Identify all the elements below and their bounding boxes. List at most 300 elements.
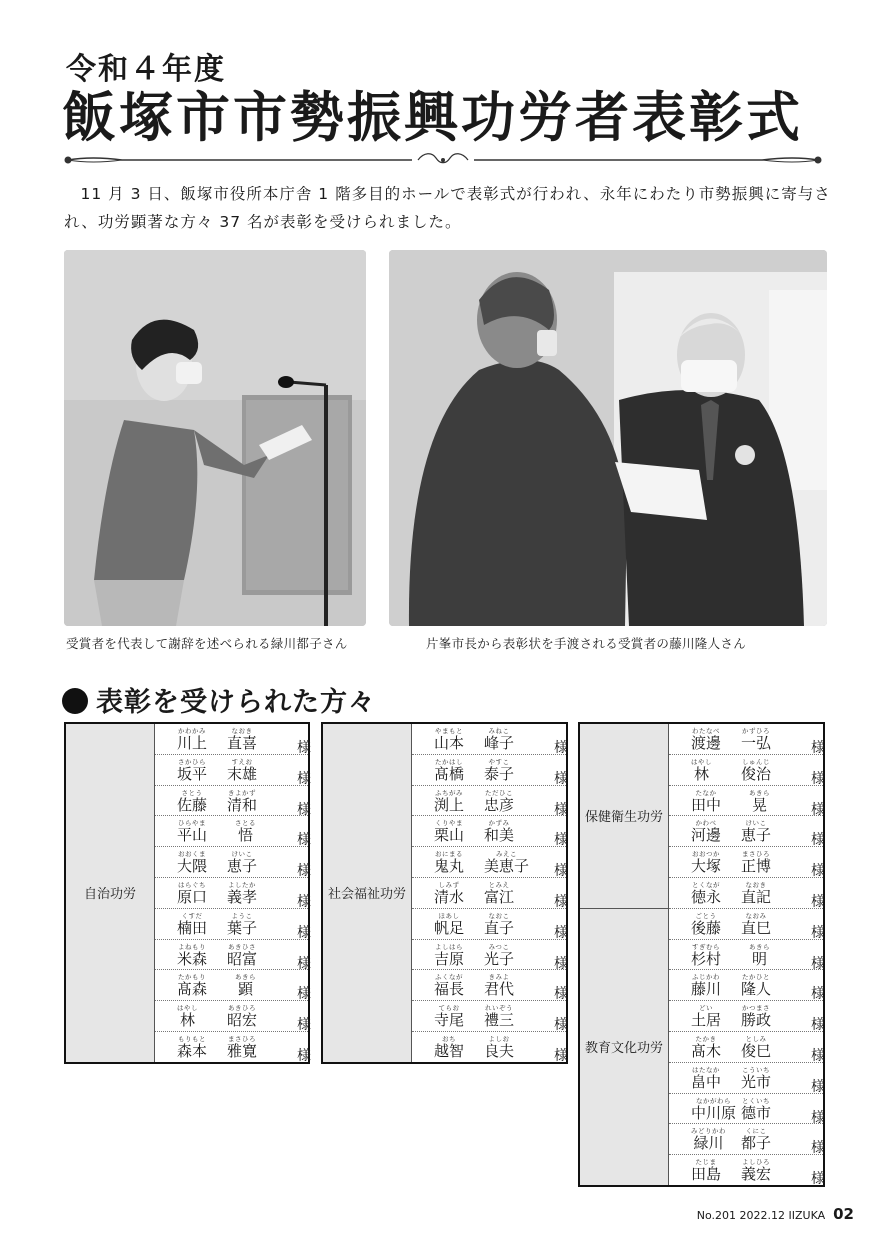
honorific: 様 [811, 1109, 825, 1126]
honorific: 様 [297, 770, 311, 787]
honorific: 様 [811, 924, 825, 941]
recipient-name [691, 1096, 825, 1126]
recipient-cell [669, 877, 825, 908]
honorific: 様 [554, 893, 568, 910]
family-name [177, 819, 207, 844]
recipient-cell [669, 816, 825, 847]
family-name [691, 727, 721, 752]
given-name-reading: けいこ [745, 819, 767, 828]
given-name-kanji: 直巳 [741, 918, 772, 937]
given-name-reading: としみ [745, 1034, 767, 1043]
recipient-name [691, 1127, 825, 1157]
given-name-kanji: 明 [751, 949, 767, 968]
given-name [741, 1097, 771, 1122]
given-name [741, 1158, 771, 1183]
awards-table [578, 722, 825, 1187]
family-name-reading: なかがわら [696, 1096, 731, 1105]
family-name-reading: ほあし [438, 911, 460, 920]
honorific: 様 [554, 1017, 568, 1034]
recipient-cell [155, 785, 310, 816]
recipient-name [434, 942, 568, 972]
given-name [484, 973, 514, 998]
awards-table [321, 722, 568, 1064]
family-name [434, 943, 464, 968]
honorific: 様 [554, 955, 568, 972]
recipient-cell [669, 1031, 825, 1062]
family-name-kanji: 楠田 [177, 918, 208, 937]
given-name-kanji: 晃 [751, 795, 767, 814]
family-name-kanji: 中川原 [691, 1103, 737, 1122]
given-name-reading: かずみ [488, 819, 510, 828]
family-name [177, 912, 207, 937]
given-name [484, 881, 514, 906]
given-name [227, 943, 257, 968]
recipient-cell [412, 816, 568, 847]
recipient-name [177, 819, 311, 849]
family-name-kanji: 緑川 [693, 1134, 724, 1153]
given-name [741, 1035, 771, 1060]
family-name-kanji: 田中 [691, 795, 722, 814]
family-name-reading: ごとう [695, 911, 717, 920]
given-name-reading: みえこ [496, 850, 517, 859]
given-name [741, 1127, 771, 1152]
honorific: 様 [811, 1047, 825, 1064]
recipient-cell [155, 723, 310, 754]
table-row [65, 723, 309, 754]
recipient-name [691, 727, 825, 756]
given-name-reading: あきら [235, 973, 256, 982]
given-name [227, 758, 257, 783]
recipient-cell [155, 816, 310, 847]
family-name-reading: ふじかわ [692, 973, 720, 982]
family-name-reading: よしはら [435, 942, 463, 951]
page-footer [697, 1205, 854, 1223]
family-name-kanji: 森本 [177, 1041, 208, 1060]
recipient-cell [412, 877, 568, 908]
family-name-kanji: 帆足 [434, 918, 465, 937]
family-name [434, 912, 464, 937]
given-name [741, 758, 771, 783]
recipient-cell [669, 785, 825, 816]
family-name [434, 819, 464, 844]
family-name [691, 850, 721, 875]
given-name-reading: かつまさ [742, 1004, 770, 1013]
given-name [741, 973, 771, 998]
recipient-cell [669, 1062, 825, 1093]
recipient-name [434, 1034, 568, 1064]
family-name [434, 789, 464, 814]
recipient-cell [669, 970, 825, 1001]
recipient-name [177, 1004, 311, 1034]
honorific: 様 [554, 801, 568, 818]
family-name-reading: かわかみ [178, 727, 206, 735]
given-name-kanji: 隆人 [741, 980, 772, 999]
recipient-cell [412, 1031, 568, 1062]
given-name [484, 789, 514, 814]
family-name-kanji: 林 [179, 1011, 195, 1030]
recipient-name [434, 850, 568, 880]
photo-speech [64, 250, 366, 626]
family-name-reading: かわべ [695, 819, 717, 828]
given-name [227, 727, 257, 752]
family-name-reading: どい [699, 1004, 713, 1013]
given-name-kanji: 俊治 [741, 764, 772, 783]
given-name-reading: くにこ [745, 1127, 767, 1136]
recipient-name [177, 757, 311, 787]
recipient-name [691, 911, 825, 941]
family-name-kanji: 越智 [434, 1041, 465, 1060]
given-name-kanji: 美恵子 [484, 857, 530, 876]
given-name [227, 789, 257, 814]
family-name [691, 789, 721, 814]
honorific: 様 [297, 1047, 311, 1064]
given-name-kanji: 清和 [227, 795, 258, 814]
recipient-name [177, 942, 311, 972]
family-name [177, 789, 207, 814]
honorific: 様 [297, 801, 311, 818]
recipient-cell [155, 1001, 310, 1032]
family-name-kanji: 畠中 [691, 1072, 722, 1091]
photo-caption: 受賞者を代表して謝辞を述べられる緑川都子さん [66, 636, 348, 651]
recipient-name [434, 1004, 568, 1034]
recipient-name [177, 850, 311, 880]
family-name [691, 973, 721, 998]
given-name-reading: ようこ [231, 911, 253, 920]
family-name [177, 973, 207, 998]
family-name-kanji: 坂平 [177, 764, 208, 783]
family-name-reading: たかもり [178, 973, 206, 982]
honorific: 様 [811, 1140, 825, 1157]
family-name-reading: おおくま [178, 850, 206, 859]
honorific: 様 [297, 986, 311, 1003]
honorific: 様 [811, 1017, 825, 1034]
recipient-name [691, 1004, 825, 1034]
honorific: 様 [811, 1078, 825, 1095]
recipient-cell [155, 939, 310, 970]
family-name [434, 758, 464, 783]
recipient-name [434, 757, 568, 787]
honorific: 様 [554, 770, 568, 787]
honorific: 様 [811, 1171, 825, 1188]
family-name [691, 943, 721, 968]
recipient-cell [412, 754, 568, 785]
family-name-reading: はやし [691, 757, 712, 766]
given-name [227, 850, 257, 875]
given-name-kanji: 義孝 [227, 887, 258, 906]
given-name-reading: まさひろ [228, 1034, 256, 1043]
recipient-name [434, 788, 568, 818]
family-name-reading: たじま [695, 1158, 717, 1167]
family-name [177, 1004, 198, 1029]
family-name-kanji: 平山 [177, 826, 208, 845]
family-name-reading: もりもと [178, 1034, 206, 1043]
recipient-name [177, 788, 311, 818]
recipient-name [177, 727, 311, 756]
family-name-kanji: 吉原 [434, 949, 465, 968]
family-name-kanji: 杉村 [691, 949, 722, 968]
awards-table [64, 722, 310, 1064]
family-name-kanji: 米森 [177, 949, 208, 968]
honorific: 様 [297, 740, 311, 756]
given-name-reading: きよかず [228, 788, 256, 797]
given-name-kanji: 葉子 [227, 918, 258, 937]
family-name [691, 819, 721, 844]
recipient-cell [155, 1031, 310, 1062]
honorific: 様 [297, 832, 311, 849]
given-name-reading: あきら [749, 942, 770, 951]
honorific: 様 [554, 924, 568, 941]
recipient-name [691, 1065, 825, 1095]
given-name-reading: よしひろ [742, 1158, 770, 1167]
family-name-kanji: 山本 [434, 734, 465, 752]
family-name [434, 1004, 464, 1029]
recipient-cell [155, 847, 310, 878]
recipient-cell [669, 1124, 825, 1155]
family-name-kanji: 渡邊 [691, 734, 722, 752]
given-name-reading: しゅんじ [742, 757, 770, 766]
recipient-cell [669, 1155, 825, 1186]
recipient-cell [412, 847, 568, 878]
award-category: 教育文化功労 [579, 908, 669, 1186]
given-name-kanji: 悟 [237, 826, 253, 845]
given-name [484, 850, 529, 875]
family-name-reading: さとう [181, 788, 203, 797]
family-name-kanji: 林 [693, 764, 709, 783]
honorific: 様 [811, 893, 825, 910]
recipient-cell [669, 1093, 825, 1124]
family-name [177, 850, 207, 875]
recipient-cell [155, 908, 310, 939]
given-name-reading: すえお [231, 757, 253, 766]
given-name [741, 912, 771, 937]
family-name [691, 1097, 736, 1122]
given-name-reading: けいこ [231, 850, 253, 859]
honorific: 様 [811, 801, 825, 818]
given-name [227, 881, 257, 906]
family-name-kanji: 清水 [434, 887, 465, 906]
family-name-reading: くりやま [435, 819, 463, 828]
given-name-kanji: 義宏 [741, 1165, 772, 1184]
given-name-kanji: 良夫 [484, 1041, 515, 1060]
recipient-cell [155, 877, 310, 908]
given-name-reading: とみえ [488, 880, 510, 889]
recipient-name [691, 757, 825, 787]
family-name-kanji: 大隈 [177, 857, 208, 876]
family-name [434, 727, 464, 752]
given-name-kanji: 勝政 [741, 1011, 772, 1030]
given-name [741, 819, 771, 844]
family-name [177, 943, 207, 968]
family-name [691, 1127, 726, 1152]
recipient-cell [412, 970, 568, 1001]
intro-paragraph: 11 月 3 日、飯塚市役所本庁舎 1 階多目的ホールで表彰式が行われ、永年にわたり市勢振興に寄与され、功労顕著な方々 37 名が表彰を受けられました。 [64, 185, 831, 231]
family-name-reading: わたなべ [692, 727, 720, 735]
given-name-reading: みねこ [488, 727, 510, 735]
given-name-kanji: 峰子 [484, 734, 515, 752]
family-name-reading: ひらやま [178, 819, 206, 828]
family-name [177, 881, 207, 906]
family-name-kanji: 川上 [177, 734, 208, 752]
family-name-reading: ふちがみ [435, 788, 463, 797]
family-name-reading: よねもり [178, 942, 206, 951]
given-name-kanji: 光市 [741, 1072, 772, 1091]
given-name-kanji: 光子 [484, 949, 515, 968]
honorific: 様 [811, 986, 825, 1003]
honorific: 様 [297, 893, 311, 910]
family-name [691, 1158, 721, 1183]
given-name-kanji: 富江 [484, 887, 515, 906]
honorific: 様 [554, 863, 568, 880]
table-row [579, 908, 824, 939]
family-name-kanji: 髙木 [691, 1041, 722, 1060]
page-number: 02 [833, 1205, 854, 1223]
given-name-kanji: 俊巳 [741, 1041, 772, 1060]
family-name-kanji: 髙森 [177, 980, 208, 999]
family-name [691, 881, 721, 906]
family-name-reading: しみず [438, 880, 460, 889]
recipient-name [691, 973, 825, 1003]
given-name-reading: なおみ [745, 911, 767, 920]
family-name-kanji: 鬼丸 [434, 857, 465, 876]
given-name [741, 850, 771, 875]
bullet-icon [62, 688, 88, 714]
family-name-reading: さかひら [178, 757, 206, 766]
honorific: 様 [811, 770, 825, 787]
award-category: 保健衛生功労 [579, 723, 669, 908]
family-name-reading: たかき [695, 1034, 717, 1043]
given-name [741, 1004, 771, 1029]
recipient-cell [669, 1001, 825, 1032]
family-name [691, 1066, 721, 1091]
section-heading-text: 表彰を受けられた方々 [96, 687, 376, 718]
recipient-name [434, 880, 568, 910]
family-name [434, 973, 464, 998]
family-name-kanji: 土居 [691, 1011, 722, 1030]
family-name [691, 1035, 721, 1060]
given-name [749, 789, 770, 814]
family-name [177, 758, 207, 783]
recipient-name [691, 880, 825, 910]
family-name [434, 881, 464, 906]
family-name-reading: ふくなが [435, 973, 463, 982]
given-name [227, 1004, 257, 1029]
given-name-kanji: 禮三 [484, 1011, 515, 1030]
honorific: 様 [554, 740, 568, 756]
given-name-kanji: 德市 [741, 1103, 772, 1122]
given-name-reading: よしたか [228, 880, 256, 889]
family-name [177, 727, 207, 752]
given-name-reading: あきひろ [228, 1004, 256, 1013]
recipient-name [177, 973, 311, 1003]
given-name-reading: さとる [235, 819, 256, 828]
family-name-kanji: 田島 [691, 1165, 722, 1184]
given-name-reading: まさひろ [742, 850, 770, 859]
family-name-kanji: 寺尾 [434, 1011, 465, 1030]
given-name-kanji: 忠彦 [484, 795, 515, 814]
recipient-name [691, 1034, 825, 1064]
family-name-kanji: 原口 [177, 887, 208, 906]
given-name-kanji: 恵子 [227, 857, 258, 876]
family-name-reading: てらお [438, 1004, 460, 1013]
family-name-kanji: 藤川 [691, 980, 722, 999]
recipient-cell [412, 939, 568, 970]
given-name-reading: なおき [745, 880, 767, 889]
given-name [741, 881, 771, 906]
family-name-reading: くすだ [181, 911, 203, 920]
family-name-reading: とくなが [692, 880, 720, 889]
family-name-reading: たなか [695, 788, 717, 797]
given-name-reading: やすこ [488, 757, 510, 766]
recipient-cell [412, 723, 568, 754]
recipient-name [691, 942, 825, 972]
recipient-name [691, 850, 825, 880]
given-name-reading: たかひと [742, 973, 770, 982]
given-name-reading: みつこ [488, 942, 510, 951]
given-name-kanji: 顕 [237, 980, 253, 999]
honorific: 様 [297, 924, 311, 941]
issue-label: No.201 2022.12 IIZUKA [696, 1209, 826, 1222]
ornament-divider [62, 150, 824, 170]
recipient-cell [669, 939, 825, 970]
recipient-name [177, 880, 311, 910]
given-name-reading: とくいち [742, 1096, 770, 1105]
honorific: 様 [811, 832, 825, 849]
family-name-kanji: 栗山 [434, 826, 465, 845]
family-name [691, 1004, 721, 1029]
family-name-reading: はやし [177, 1004, 198, 1013]
honorific: 様 [554, 1047, 568, 1064]
given-name [741, 727, 771, 752]
honorific: 様 [811, 955, 825, 972]
given-name-reading: きみよ [488, 973, 510, 982]
recipient-name [177, 1034, 311, 1064]
given-name [484, 727, 514, 752]
family-name-reading: はたなか [692, 1065, 720, 1074]
section-heading [62, 680, 376, 719]
recipient-cell [669, 754, 825, 785]
family-name-reading: たかはし [435, 757, 463, 766]
recipient-name [177, 911, 311, 941]
award-category: 自治功労 [65, 723, 155, 1063]
family-name-kanji: 佐藤 [177, 795, 208, 814]
given-name-kanji: 直喜 [227, 734, 258, 752]
table-row [322, 723, 567, 754]
family-name-reading: みどりかわ [691, 1127, 726, 1136]
honorific: 様 [811, 740, 825, 756]
given-name-reading: なおき [231, 727, 253, 735]
given-name-kanji: 都子 [741, 1134, 772, 1153]
recipient-name [691, 819, 825, 849]
honorific: 様 [297, 863, 311, 880]
family-name-kanji: 河邊 [691, 826, 722, 845]
recipient-name [691, 788, 825, 818]
given-name [227, 1035, 257, 1060]
given-name [235, 819, 256, 844]
given-name-kanji: 昭富 [227, 949, 258, 968]
family-name-kanji: 後藤 [691, 918, 722, 937]
recipient-cell [155, 970, 310, 1001]
given-name [484, 943, 514, 968]
award-category: 社会福祉功労 [322, 723, 412, 1063]
recipient-name [434, 727, 568, 756]
page-title: 飯塚市市勢振興功労者表彰式 [62, 85, 803, 149]
given-name [484, 758, 514, 783]
family-name [691, 912, 721, 937]
honorific: 様 [554, 832, 568, 849]
given-name [484, 1035, 514, 1060]
honorific: 様 [554, 986, 568, 1003]
given-name [484, 912, 514, 937]
